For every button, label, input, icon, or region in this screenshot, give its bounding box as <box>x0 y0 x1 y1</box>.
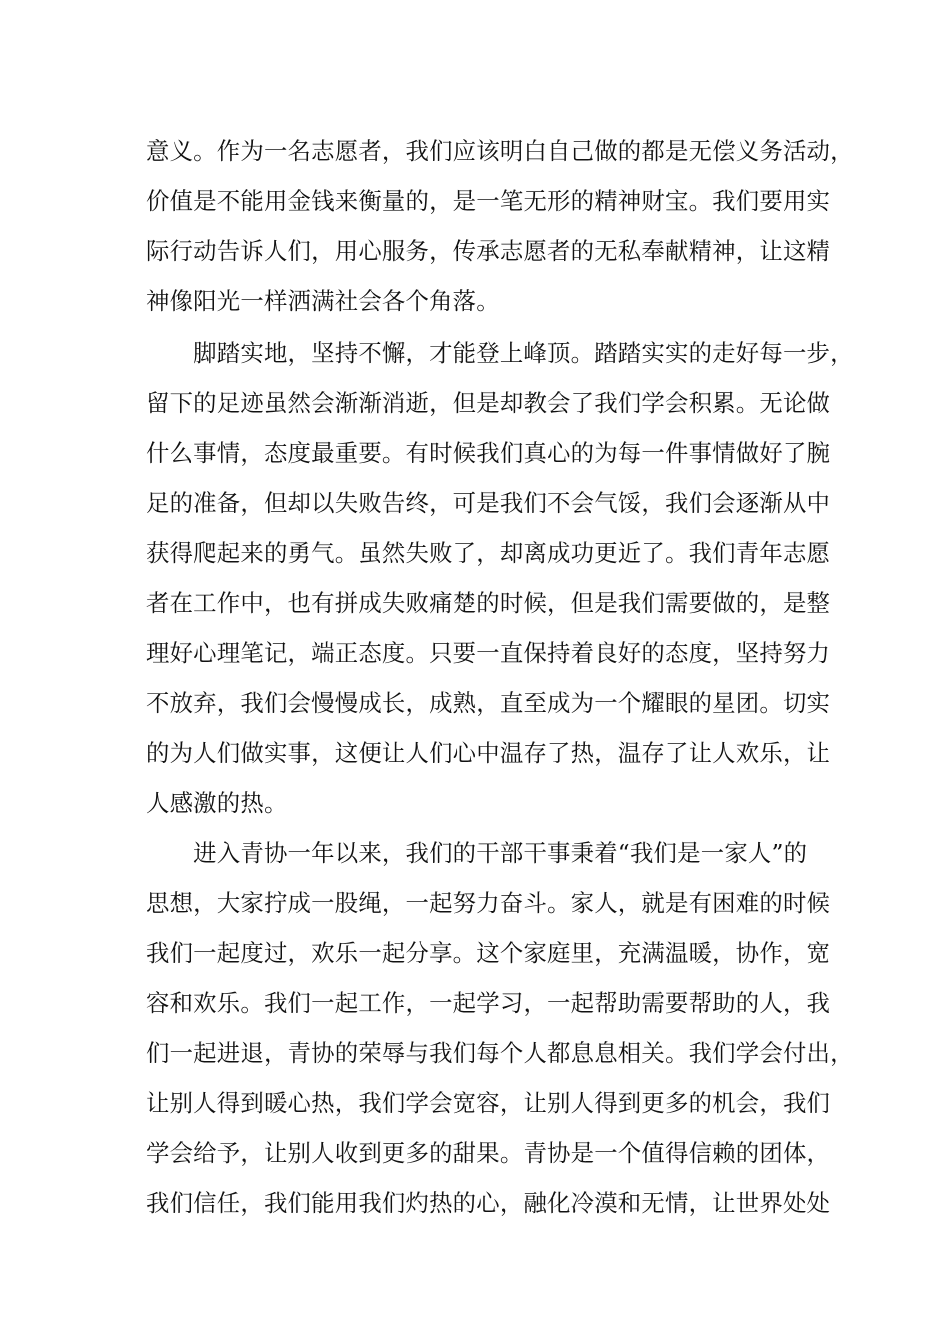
text-line: 思想，大家拧成一股绳，一起努力奋斗。家人，就是有困难的时候 <box>146 889 831 917</box>
text-line: 什么事情，态度最重要。有时候我们真心的为每一件事情做好了腕 <box>146 439 831 467</box>
text-line: 我们一起度过，欢乐一起分享。这个家庭里，充满温暖，协作，宽 <box>146 939 831 967</box>
paragraph-start-line: 脚踏实地，坚持不懈，才能登上峰顶。踏踏实实的走好每一步， <box>146 339 854 367</box>
text-line: 学会给予，让别人收到更多的甜果。青协是一个值得信赖的团体， <box>146 1139 831 1167</box>
text-line: 不放弃，我们会慢慢成长，成熟，直至成为一个耀眼的星团。切实 <box>146 689 831 717</box>
text-line: 的为人们做实事，这便让人们心中温存了热，温存了让人欢乐，让 <box>146 739 831 767</box>
text-line: 足的准备，但却以失败告终，可是我们不会气馁，我们会逐渐从中 <box>146 489 831 517</box>
text-line: 让别人得到暖心热，我们学会宽容，让别人得到更多的机会，我们 <box>146 1089 831 1117</box>
text-line: 留下的足迹虽然会渐渐消逝，但是却教会了我们学会积累。无论做 <box>146 389 831 417</box>
text-line: 理好心理笔记，端正态度。只要一直保持着良好的态度，坚持努力 <box>146 639 831 667</box>
text-line: 价值是不能用金钱来衡量的，是一笔无形的精神财宝。我们要用实 <box>146 187 831 215</box>
text-line: 人感激的热。 <box>146 789 288 817</box>
paragraph-start-line: 进入青协一年以来，我们的干部干事秉着“我们是一家人”的 <box>146 839 808 867</box>
text-line: 者在工作中，也有拼成失败痛楚的时候，但是我们需要做的，是整 <box>146 589 831 617</box>
text-line: 们一起进退，青协的荣辱与我们每个人都息息相关。我们学会付出， <box>146 1039 854 1067</box>
text-line: 意义。作为一名志愿者，我们应该明白自己做的都是无偿义务活动， <box>146 137 854 165</box>
text-line: 际行动告诉人们，用心服务，传承志愿者的无私奉献精神，让这精 <box>146 237 831 265</box>
text-line: 神像阳光一样洒满社会各个角落。 <box>146 287 500 315</box>
text-line: 获得爬起来的勇气。虽然失败了，却离成功更近了。我们青年志愿 <box>146 539 831 567</box>
text-line: 我们信任，我们能用我们灼热的心，融化冷漠和无情，让世界处处 <box>146 1189 831 1217</box>
text-line: 容和欢乐。我们一起工作，一起学习，一起帮助需要帮助的人，我 <box>146 989 831 1017</box>
